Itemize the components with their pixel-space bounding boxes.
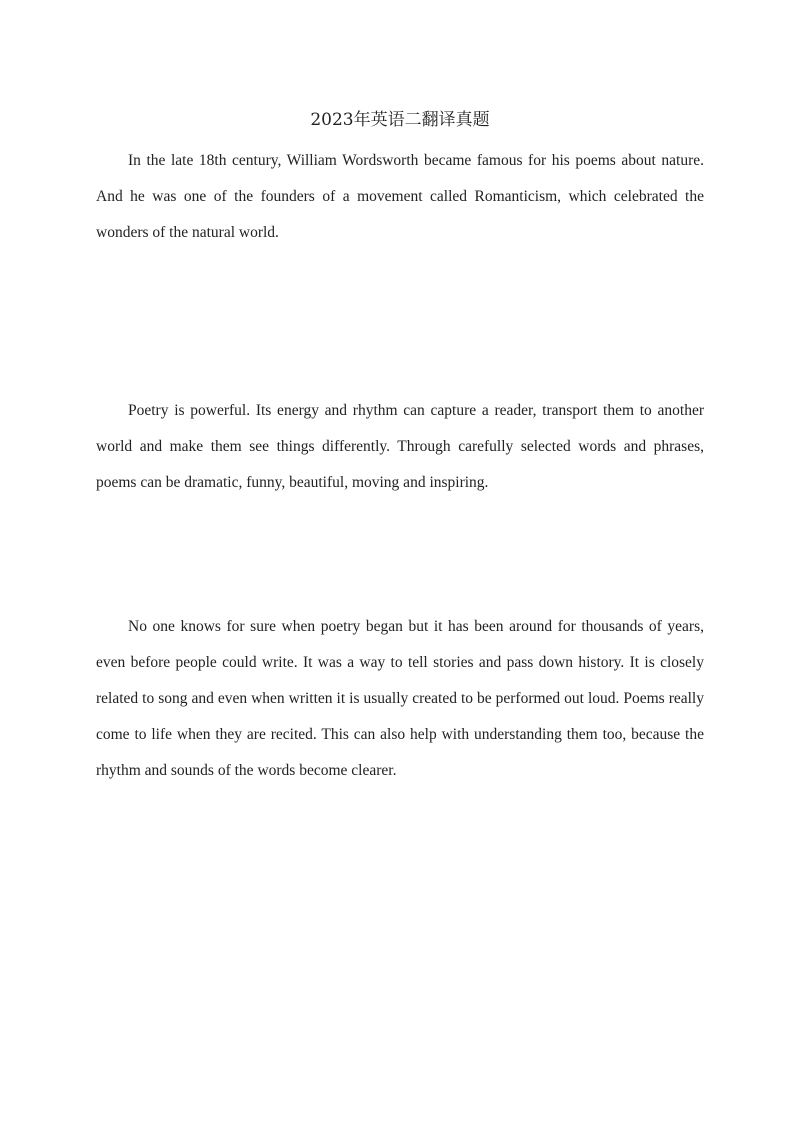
page-title: 2023年英语二翻译真题 (310, 110, 490, 130)
paragraph-3: No one knows for sure when poetry began but it has been around for thousands of years, even before people could write. It was a way to tell stories and pass down history. It is closely related to song and even when written it is usually created to be performed out loud. Poems really come to life when they are recited. This can also help with understanding them too, because the rhythm and sounds of the words become clearer. (96, 618, 704, 779)
paragraph-2: Poetry is powerful. Its energy and rhythm can capture a reader, transport them to another world and make them see things differently. Through carefully selected words and phrases, poems can be dramatic, funny, beautiful, moving and inspiring. (96, 402, 704, 491)
paragraph-1: In the late 18th century, William Wordsworth became famous for his poems about nature. And he was one of the founders of a movement called Romanticism, which celebrated the wonders of the natural world. (96, 152, 704, 241)
